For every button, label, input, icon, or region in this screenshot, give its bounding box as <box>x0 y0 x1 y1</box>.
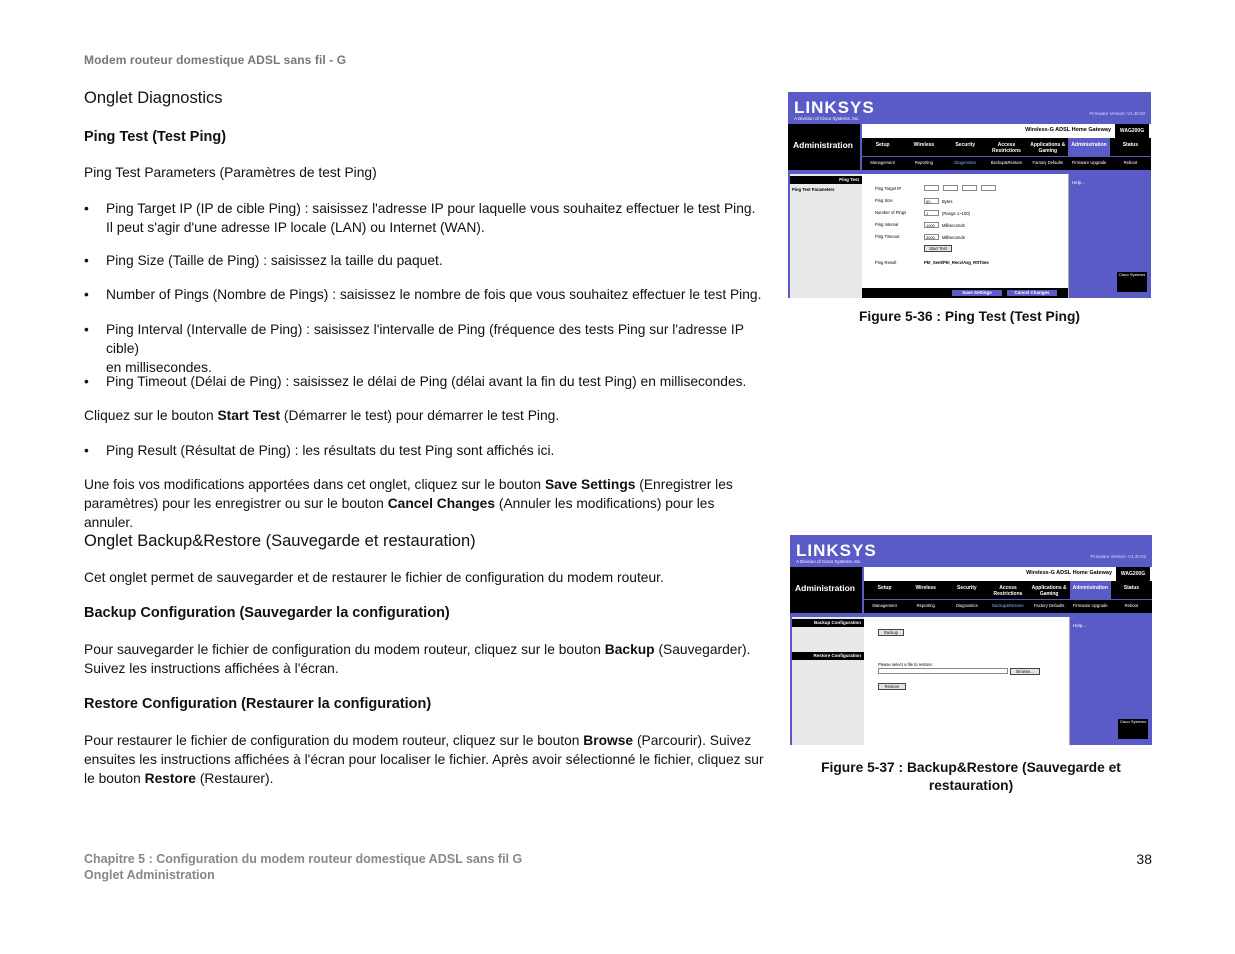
ping-params-text: Ping Test Parameters (Paramètres de test Ping) <box>84 165 377 180</box>
start-test-term: Start Test <box>217 408 281 423</box>
tab-applications-gaming[interactable]: Applications & Gaming <box>1030 142 1066 154</box>
ping-result-value: Pkt_Sent/Pkt_Recv/Avg_RttTime <box>924 260 989 265</box>
content-area <box>862 174 1069 288</box>
caption-line: Figure 5-37 : Backup&Restore (Sauvegarde et <box>821 760 1121 775</box>
start-test-paragraph <box>84 406 764 425</box>
subtab-backup-restore[interactable]: Backup&Restore <box>992 603 1024 608</box>
tab-wireless[interactable]: Wireless <box>915 585 936 591</box>
tab-administration[interactable]: Administration <box>1068 138 1109 156</box>
save-settings-button[interactable]: Save Settings <box>952 290 1002 296</box>
backup-restore-screenshot <box>790 535 1152 745</box>
save-settings-term: Save Settings <box>544 477 636 492</box>
diagnostics-heading: Onglet Diagnostics <box>84 89 223 107</box>
button-bar <box>862 288 1069 298</box>
cancel-changes-button[interactable]: Cancel Changes <box>1007 290 1057 296</box>
text-run: Pour restaurer le fichier de configuration du modem routeur, cliquez sur le bouton <box>84 733 584 748</box>
ping-size-input[interactable]: 60 <box>924 198 939 204</box>
text-run: (Démarrer le test) pour démarrer le test Ping. <box>280 408 560 423</box>
backup-button[interactable]: Backup <box>878 629 904 636</box>
running-header: Modem routeur domestique ADSL sans fil - G <box>84 53 347 67</box>
text-run: le bouton <box>84 771 145 786</box>
bullet-text: Number of Pings (Nombre de Pings) : saisissez le nombre de fois que vous souhaitez effectuer le test Ping. <box>106 287 762 302</box>
subtab-firmware-upgrade[interactable]: Firmware Upgrade <box>1071 160 1107 165</box>
subtab-backup-restore[interactable]: Backup&Restore <box>990 160 1023 165</box>
subtab-firmware-upgrade[interactable]: Firmware Upgrade <box>1072 603 1108 608</box>
ip-octet-input[interactable] <box>962 185 977 191</box>
text-run: (Restaurer). <box>195 771 274 786</box>
subtab-factory-defaults[interactable]: Factory Defaults <box>1032 160 1064 165</box>
footer-section: Onglet Administration <box>84 868 215 882</box>
text-run: Suivez les instructions affichées à l'écran. <box>84 661 339 676</box>
restore-button[interactable]: Restore <box>878 683 906 690</box>
ping-test-screenshot <box>788 92 1151 298</box>
field-label: Ping Interval <box>875 222 899 227</box>
bullet-ping-result <box>84 441 766 460</box>
admin-title: Administration <box>793 140 853 150</box>
sub-tabs <box>864 599 1152 613</box>
tab-security[interactable]: Security <box>956 585 977 591</box>
ip-octet-input[interactable] <box>924 185 939 191</box>
section-column <box>792 617 864 745</box>
tab-status[interactable]: Status <box>1123 585 1140 591</box>
bullet-text: Ping Target IP (IP de cible Ping) : saisissez l'adresse IP pour laquelle vous souhaitez effectuer le test Ping. <box>106 201 756 216</box>
subtab-reboot[interactable]: Reboot <box>1123 160 1138 165</box>
subtab-reporting[interactable]: Reporting <box>914 160 933 165</box>
cisco-logo: Cisco Systems <box>1118 719 1148 739</box>
subtab-management[interactable]: Management <box>872 603 897 608</box>
unit-label: Milliseconds <box>942 223 965 228</box>
section-column <box>790 174 862 298</box>
field-label: Ping Size <box>875 198 893 203</box>
ping-timeout-input[interactable]: 3000 <box>924 234 939 240</box>
content-area <box>864 617 1070 745</box>
range-label: (Range 1~100) <box>942 211 971 216</box>
cisco-logo: Cisco Systems <box>1117 272 1147 292</box>
figure-37-caption <box>790 759 1152 795</box>
ping-count-input[interactable]: 1 <box>924 210 939 216</box>
unit-label: Milliseconds <box>942 235 965 240</box>
ip-octet-input[interactable] <box>981 185 996 191</box>
admin-title: Administration <box>795 583 855 593</box>
text-run: paramètres) pour les enregistrer ou sur le bouton <box>84 496 388 511</box>
logo-subtitle: A Division of Cisco Systems, Inc. <box>794 116 860 121</box>
sub-tabs <box>862 156 1151 170</box>
backup-config-bar: Backup Configuration <box>792 619 864 627</box>
bullet-number-pings <box>84 285 766 304</box>
model-badge: WAG200G <box>1116 567 1150 581</box>
restore-config-bar: Restore Configuration <box>792 652 864 660</box>
footer-chapter: Chapitre 5 : Configuration du modem routeur domestique ADSL sans fil G <box>84 852 523 866</box>
bullet-text: Ping Result (Résultat de Ping) : les résultats du test Ping sont affichés ici. <box>106 443 555 458</box>
field-label: Ping Result <box>875 260 897 265</box>
unit-label: Bytes <box>942 199 953 204</box>
tab-setup[interactable]: Setup <box>877 585 892 591</box>
backup-intro-text: Cet onglet permet de sauvegarder et de restaurer le fichier de configuration du modem routeur. <box>84 570 664 585</box>
text-run: (Enregistrer les <box>635 477 733 492</box>
tab-access-restrictions[interactable]: Access Restrictions <box>993 585 1023 597</box>
tab-wireless[interactable]: Wireless <box>913 142 935 148</box>
tab-administration[interactable]: Administration <box>1070 581 1111 599</box>
text-run: (Annuler les modifications) pour les annuler. <box>84 496 715 530</box>
linksys-logo: LINKSYS <box>796 541 877 560</box>
restore-term: Restore <box>144 771 196 786</box>
cancel-changes-term: Cancel Changes <box>387 496 496 511</box>
bullet-text: Ping Timeout (Délai de Ping) : saisissez le délai de Ping (délai avant la fin du test Ping) en millisecondes. <box>106 374 747 389</box>
ip-octet-input[interactable] <box>943 185 958 191</box>
page-number: 38 <box>1136 851 1152 867</box>
gateway-bar <box>862 124 1151 138</box>
bullet-ping-target <box>84 199 766 237</box>
caption-line: restauration) <box>928 778 1014 793</box>
subtab-reboot[interactable]: Reboot <box>1124 603 1139 608</box>
browse-button[interactable]: Browse... <box>1010 668 1040 675</box>
model-badge: WAG200G <box>1115 124 1149 138</box>
tab-security[interactable]: Security <box>955 142 976 148</box>
gateway-name: Wireless-G ADSL Home Gateway <box>1025 127 1111 133</box>
ping-test-bar: Ping Test <box>790 176 862 184</box>
field-label: Ping Target IP <box>875 186 902 191</box>
backup-term: Backup <box>604 642 655 657</box>
subtab-factory-defaults[interactable]: Factory Defaults <box>1033 603 1065 608</box>
subtab-diagnostics[interactable]: Diagnostics <box>954 160 977 165</box>
text-run: Une fois vos modifications apportées dans cet onglet, cliquez sur le bouton <box>84 477 545 492</box>
logo-subtitle: A Division of Cisco Systems, Inc. <box>796 559 862 564</box>
backup-restore-heading: Onglet Backup&Restore (Sauvegarde et restauration) <box>84 532 476 550</box>
tab-access-restrictions[interactable]: Access Restrictions <box>992 142 1021 154</box>
tab-applications-gaming[interactable]: Applications & Gaming <box>1031 585 1067 597</box>
help-link[interactable]: Help... <box>1073 623 1087 628</box>
gateway-name: Wireless-G ADSL Home Gateway <box>1026 570 1112 576</box>
subtab-diagnostics[interactable]: Diagnostics <box>956 603 978 608</box>
bullet-ping-size <box>84 251 766 270</box>
main-tabs <box>862 138 1151 156</box>
bullet-text: Ping Size (Taille de Ping) : saisissez la taille du paquet. <box>106 253 443 268</box>
subtab-reporting[interactable]: Reporting <box>916 603 935 608</box>
browse-term: Browse <box>583 733 634 748</box>
ping-test-heading: Ping Test (Test Ping) <box>84 129 227 145</box>
ping-params-label: Ping Test Parameters <box>792 187 835 192</box>
restore-paragraph <box>84 731 774 788</box>
restore-config-heading: Restore Configuration (Restaurer la configuration) <box>84 696 432 712</box>
field-label: Number of Pings <box>875 210 907 215</box>
text-run: (Sauvegarder). <box>654 642 751 657</box>
bullet-ping-interval <box>84 320 766 377</box>
linksys-logo: LINKSYS <box>794 98 875 117</box>
tab-setup[interactable]: Setup <box>875 142 890 148</box>
text-run: (Parcourir). Suivez <box>633 733 752 748</box>
restore-file-input[interactable] <box>878 668 1008 674</box>
bullet-text: Ping Interval (Intervalle de Ping) : saisissez l'intervalle de Ping (fréquence des tests Ping sur l'adresse IP cible) <box>106 322 744 356</box>
firmware-version: Firmware Version: V1.40.03 <box>1090 554 1146 559</box>
bullet-ping-timeout <box>84 372 766 391</box>
tab-status[interactable]: Status <box>1122 142 1138 148</box>
save-settings-paragraph <box>84 475 764 532</box>
text-run: Pour sauvegarder le fichier de configuration du modem routeur, cliquez sur le bouton <box>84 642 605 657</box>
ping-interval-input[interactable]: 1000 <box>924 222 939 228</box>
figure-36-caption: Figure 5-36 : Ping Test (Test Ping) <box>858 309 1081 324</box>
gateway-bar <box>864 567 1152 581</box>
backup-paragraph <box>84 640 764 678</box>
bullet-text: en millisecondes. <box>106 360 212 375</box>
text-run: ensuites les instructions affichées à l'écran pour localiser le fichier. Après avoir sélectionné le fichier, cliquez sur <box>84 752 764 767</box>
page-footer <box>84 851 522 883</box>
firmware-version: Firmware Version: V1.40.03 <box>1089 111 1145 116</box>
help-link[interactable]: Help... <box>1072 180 1086 185</box>
main-tabs <box>864 581 1152 599</box>
text-run: Cliquez sur le bouton <box>84 408 218 423</box>
start-test-button[interactable]: Start Test <box>924 245 952 252</box>
bullet-text: Il peut s'agir d'une adresse IP locale (LAN) ou Internet (WAN). <box>106 220 485 235</box>
field-label: Ping Timeout <box>875 234 900 239</box>
subtab-management[interactable]: Management <box>870 160 895 165</box>
backup-config-heading: Backup Configuration (Sauvegarder la configuration) <box>84 605 450 621</box>
select-file-label: Please select a file to restore: <box>878 662 933 667</box>
